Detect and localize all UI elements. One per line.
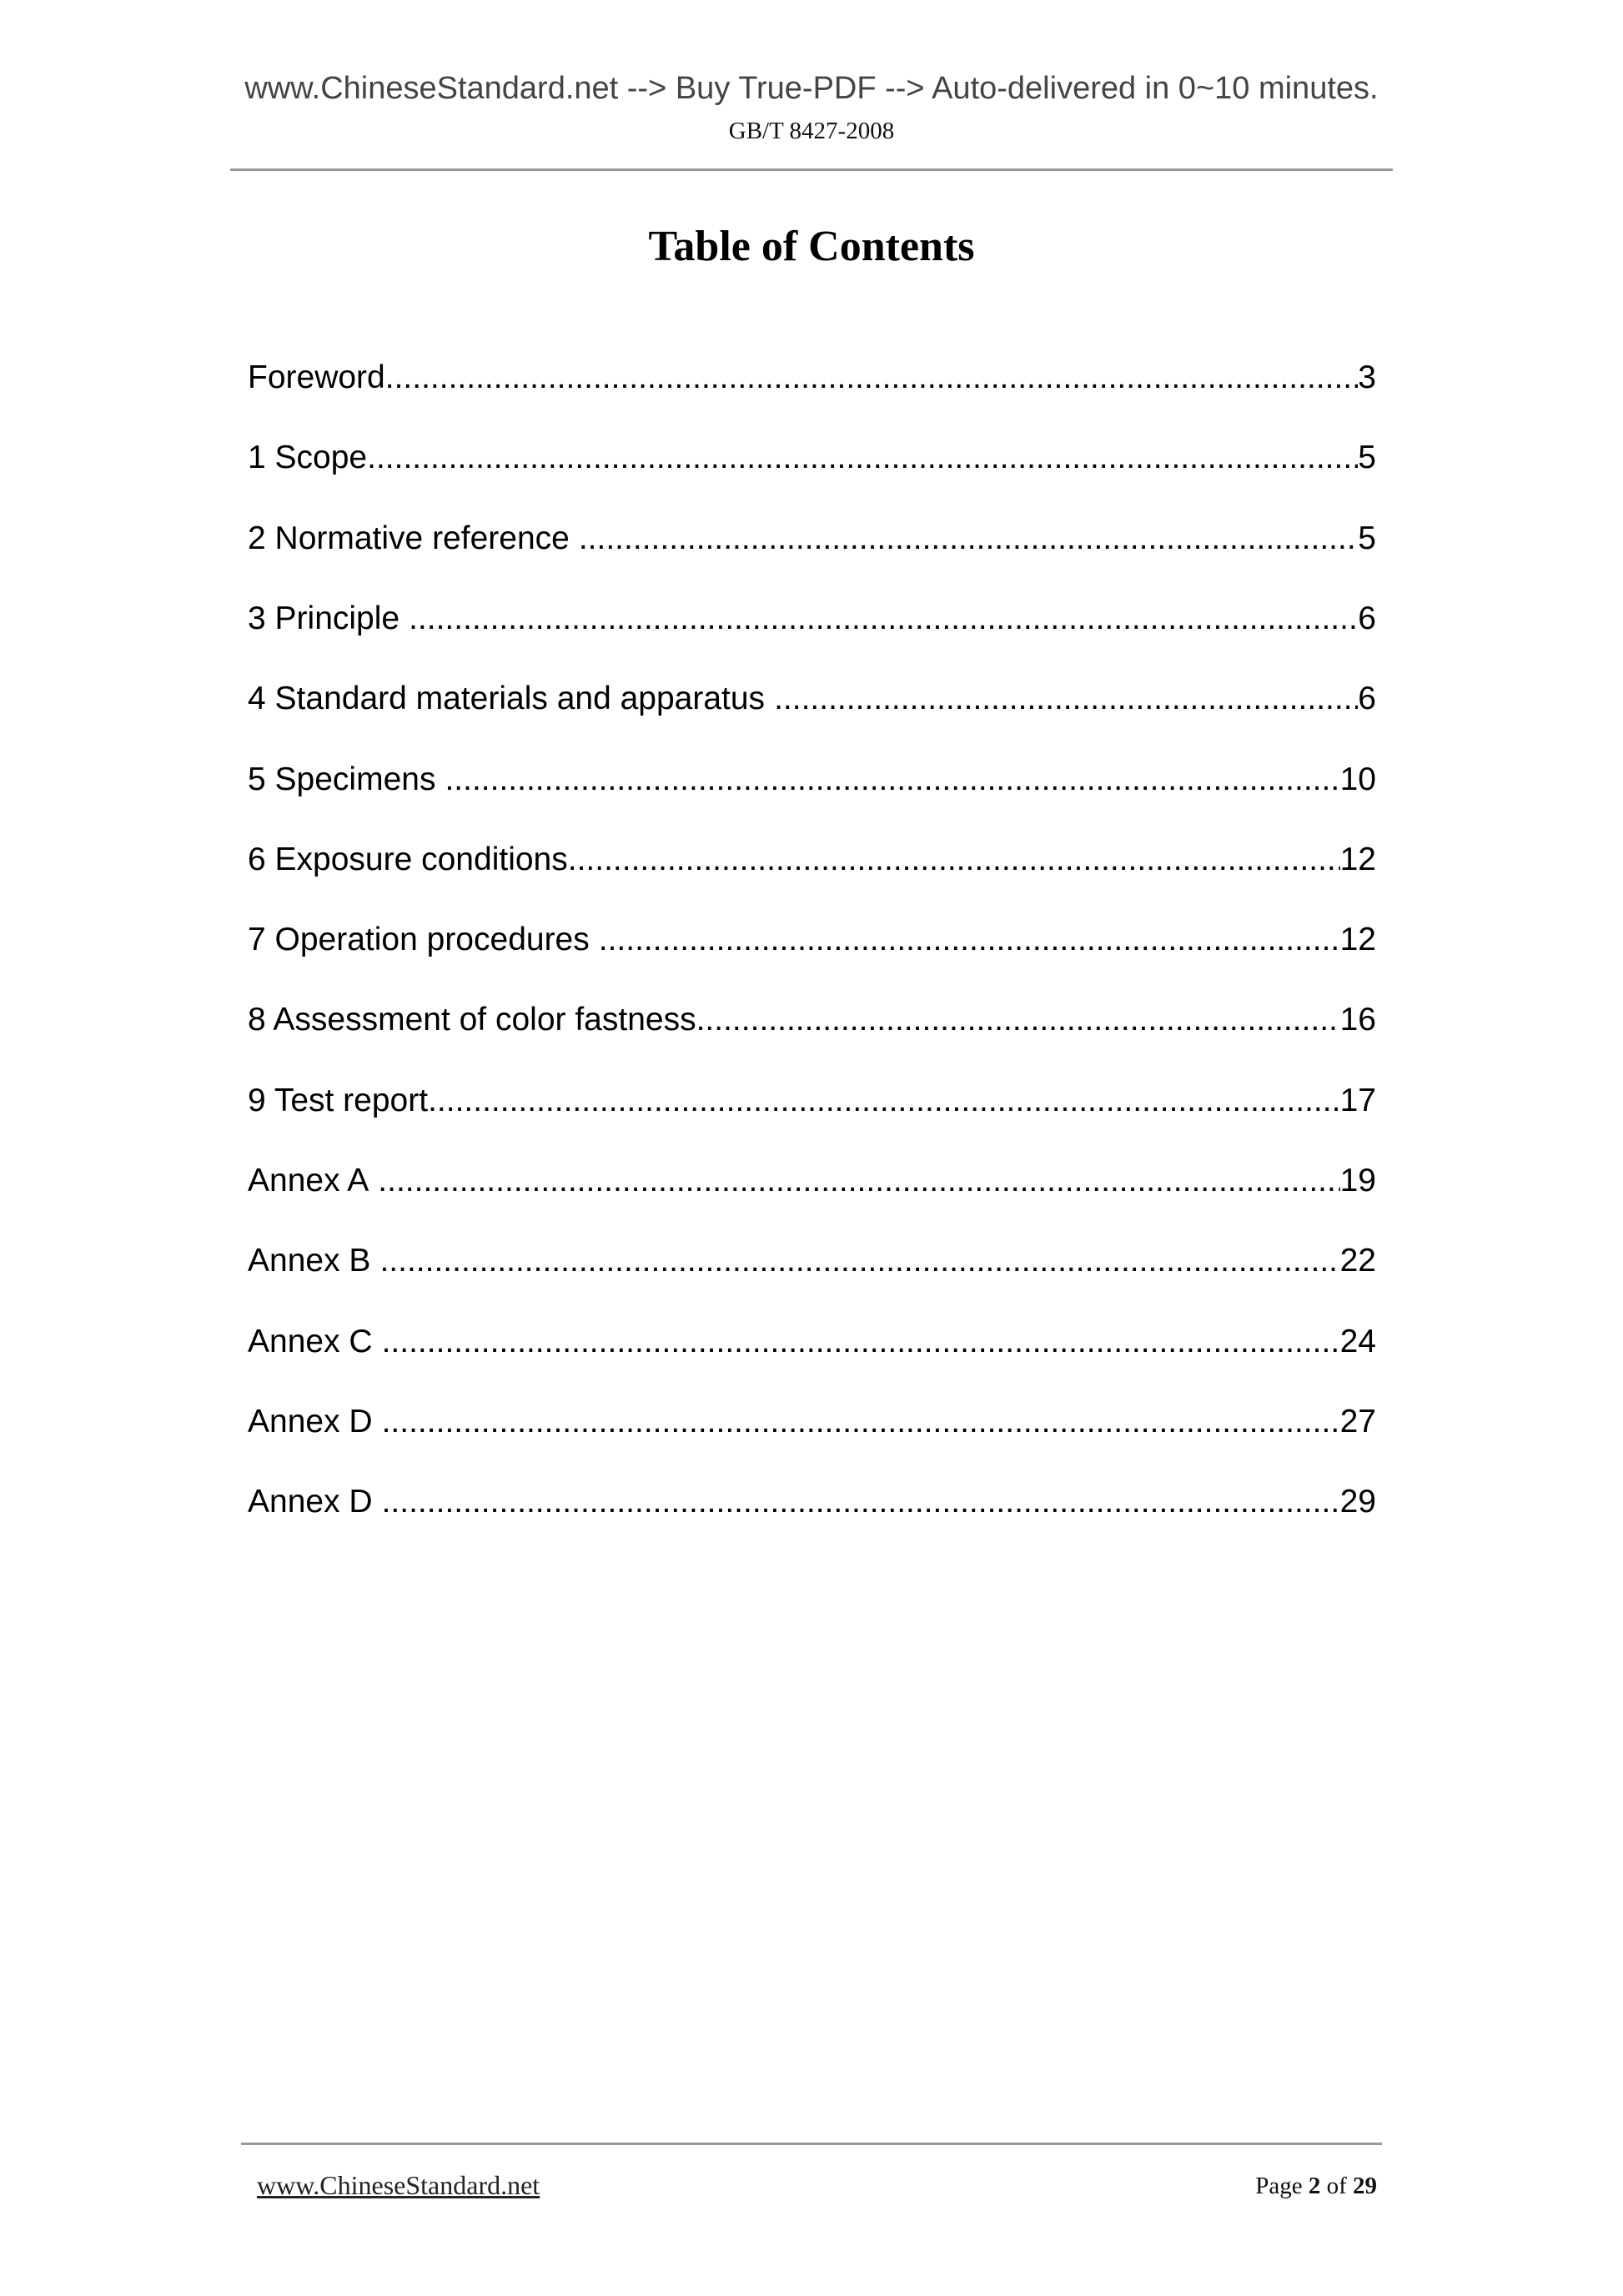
toc-entry-principle[interactable] xyxy=(248,602,1376,635)
toc-entry-label: Annex A xyxy=(248,1163,369,1198)
current-page-number: 2 xyxy=(1308,2173,1321,2199)
toc-entry-foreword[interactable] xyxy=(248,361,1376,394)
dot-leader xyxy=(379,1244,1339,1277)
footer-divider xyxy=(241,2143,1382,2145)
toc-entry-annex-d-2[interactable] xyxy=(248,1485,1376,1518)
toc-entry-label: Foreword xyxy=(248,359,385,395)
page-title: Table of Contents xyxy=(648,223,975,270)
total-page-count: 29 xyxy=(1353,2173,1377,2199)
toc-entry-page: 12 xyxy=(1339,842,1376,877)
dot-leader xyxy=(774,682,1358,715)
footer-website-link[interactable]: www.ChineseStandard.net xyxy=(257,2170,540,2200)
dot-leader xyxy=(445,763,1339,796)
toc-entry-label: 1 Scope xyxy=(248,440,368,475)
toc-entry-page: 5 xyxy=(1358,440,1376,475)
toc-entry-label: Annex D xyxy=(248,1404,373,1439)
toc-entry-page: 5 xyxy=(1358,520,1376,556)
toc-entry-annex-d[interactable] xyxy=(248,1405,1376,1438)
toc-entry-page: 19 xyxy=(1339,1163,1376,1198)
toc-entry-annex-a[interactable] xyxy=(248,1164,1376,1197)
toc-entry-page: 3 xyxy=(1358,359,1376,395)
toc-entry-page: 24 xyxy=(1339,1324,1376,1359)
dot-leader xyxy=(568,843,1340,876)
toc-entry-label: 9 Test report xyxy=(248,1083,429,1118)
dot-leader xyxy=(382,1485,1340,1518)
toc-entry-specimens[interactable] xyxy=(248,763,1376,796)
toc-entry-page: 10 xyxy=(1339,761,1376,797)
toc-entry-standard-materials[interactable] xyxy=(248,682,1376,715)
toc-entry-label: 7 Operation procedures xyxy=(248,922,590,957)
toc-entry-page: 12 xyxy=(1339,922,1376,957)
page-of: of xyxy=(1326,2173,1347,2199)
toc-entry-test-report[interactable] xyxy=(248,1084,1376,1117)
toc-entry-page: 29 xyxy=(1339,1484,1376,1520)
dot-leader xyxy=(382,1325,1340,1358)
dot-leader xyxy=(382,1405,1340,1438)
header-divider xyxy=(230,168,1393,171)
toc-entry-assessment[interactable] xyxy=(248,1003,1376,1036)
toc-entry-label: 8 Assessment of color fastness xyxy=(248,1002,696,1037)
dot-leader xyxy=(385,361,1359,394)
toc-entry-normative-reference[interactable] xyxy=(248,522,1376,555)
dot-leader xyxy=(579,522,1358,555)
toc-entry-scope[interactable] xyxy=(248,441,1376,474)
toc-entry-page: 27 xyxy=(1339,1404,1376,1439)
toc-entry-label: 4 Standard materials and apparatus xyxy=(248,681,766,716)
toc-entry-annex-c[interactable] xyxy=(248,1325,1376,1358)
toc-entry-exposure-conditions[interactable] xyxy=(248,843,1376,876)
toc-entry-page: 6 xyxy=(1358,681,1376,716)
toc-entry-label: Annex D xyxy=(248,1484,373,1520)
toc-entry-label: 2 Normative reference xyxy=(248,520,570,556)
toc-entry-label: Annex B xyxy=(248,1243,371,1279)
toc-entry-operation-procedures[interactable] xyxy=(248,923,1376,956)
toc-entry-label: 3 Principle xyxy=(248,600,400,636)
toc-entry-page: 17 xyxy=(1339,1083,1376,1118)
dot-leader xyxy=(378,1164,1339,1197)
dot-leader xyxy=(367,441,1358,474)
toc-entry-label: 5 Specimens xyxy=(248,761,436,797)
toc-entry-annex-b[interactable] xyxy=(248,1244,1376,1277)
toc-entry-label: Annex C xyxy=(248,1324,373,1359)
standard-code: GB/T 8427-2008 xyxy=(728,118,895,144)
dot-leader xyxy=(599,923,1340,956)
toc-entry-page: 6 xyxy=(1358,600,1376,636)
dot-leader xyxy=(409,602,1358,635)
dot-leader xyxy=(696,1003,1340,1036)
toc-entry-page: 16 xyxy=(1339,1002,1376,1037)
page-prefix: Page xyxy=(1255,2173,1303,2199)
header-banner: www.ChineseStandard.net --> Buy True-PDF --> Auto-delivered in 0~10 minutes. xyxy=(244,71,1379,106)
toc-entry-page: 22 xyxy=(1339,1243,1376,1279)
toc-entry-label: 6 Exposure conditions xyxy=(248,842,568,877)
dot-leader xyxy=(428,1084,1340,1117)
page-indicator xyxy=(1255,2174,1377,2198)
